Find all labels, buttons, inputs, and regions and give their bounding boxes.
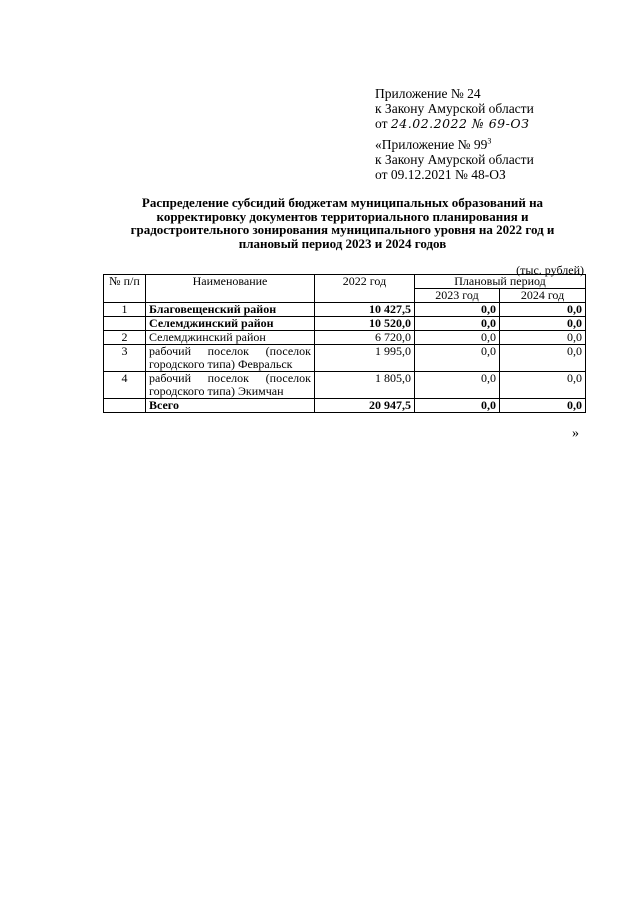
row-name: Благовещенский район (146, 303, 315, 317)
row-2023: 0,0 (415, 331, 500, 345)
row-name: Всего (146, 399, 315, 413)
row-2023: 0,0 (415, 399, 500, 413)
row-2022: 1 805,0 (315, 372, 415, 399)
amended-appendix-law: к Закону Амурской области (375, 152, 534, 167)
appendix-law: к Закону Амурской области (375, 101, 534, 116)
row-2024: 0,0 (500, 303, 586, 317)
row-2023: 0,0 (415, 303, 500, 317)
row-2023: 0,0 (415, 317, 500, 331)
row-2024: 0,0 (500, 331, 586, 345)
row-2023: 0,0 (415, 345, 500, 372)
row-name (146, 345, 315, 372)
appendix-current (375, 86, 534, 131)
row-2023: 0,0 (415, 372, 500, 399)
row-2022: 10 427,5 (315, 303, 415, 317)
row-2024: 0,0 (500, 399, 586, 413)
amended-appendix-date: от 09.12.2021 № 48-ОЗ (375, 167, 506, 182)
table-row-total (104, 399, 586, 413)
row-2022: 1 995,0 (315, 345, 415, 372)
row-num (104, 317, 146, 331)
appendix-date-prefix: от (375, 116, 388, 131)
row-num: 1 (104, 303, 146, 317)
row-2022: 20 947,5 (315, 399, 415, 413)
header-2024: 2024 год (500, 289, 586, 303)
row-name: Селемджинский район (146, 317, 315, 331)
row-name: Селемджинский район (146, 331, 315, 345)
table-row (104, 372, 586, 399)
row-2022: 6 720,0 (315, 331, 415, 345)
row-name-line: городского типа) Экимчан (149, 384, 284, 398)
table-row (104, 331, 586, 345)
amended-appendix-sup: 3 (487, 136, 492, 146)
row-2024: 0,0 (500, 317, 586, 331)
amended-appendix-prefix: «Приложение № 99 (375, 137, 488, 152)
closing-quote: » (572, 426, 579, 441)
row-2022: 10 520,0 (315, 317, 415, 331)
row-2024: 0,0 (500, 372, 586, 399)
table-row (104, 303, 586, 317)
header-2023: 2023 год (415, 289, 500, 303)
row-name-line: городского типа) Февральск (149, 357, 293, 371)
handwritten-date-number: 24.02.2022 № 69-ОЗ (390, 116, 530, 131)
row-name-line: рабочий поселок (поселок (149, 344, 311, 358)
row-num: 3 (104, 345, 146, 372)
header-num: № п/п (104, 275, 146, 303)
row-num: 4 (104, 372, 146, 399)
table-row (104, 345, 586, 372)
header-name: Наименование (146, 275, 315, 303)
header-2022: 2022 год (315, 275, 415, 303)
header-row-1 (104, 275, 586, 289)
row-num: 2 (104, 331, 146, 345)
row-2024: 0,0 (500, 345, 586, 372)
row-num (104, 399, 146, 413)
appendix-number: Приложение № 24 (375, 86, 481, 101)
row-name (146, 372, 315, 399)
header-plan-period: Плановый период (415, 275, 586, 289)
row-name-line: рабочий поселок (поселок (149, 371, 311, 385)
units-label: (тыс. рублей) (516, 263, 584, 277)
appendix-amended (375, 137, 534, 182)
document-title: Распределение субсидий бюджетам муниципальных образований на корректировку документов территориального планирования и градостроительного зонирования муниципального уровня на 2022 год и плановый период 2023 и 2024 годов (130, 195, 555, 251)
table-row (104, 317, 586, 331)
appendix-date-line (375, 116, 534, 131)
amended-appendix-number (375, 137, 534, 152)
subsidy-table (103, 274, 586, 413)
